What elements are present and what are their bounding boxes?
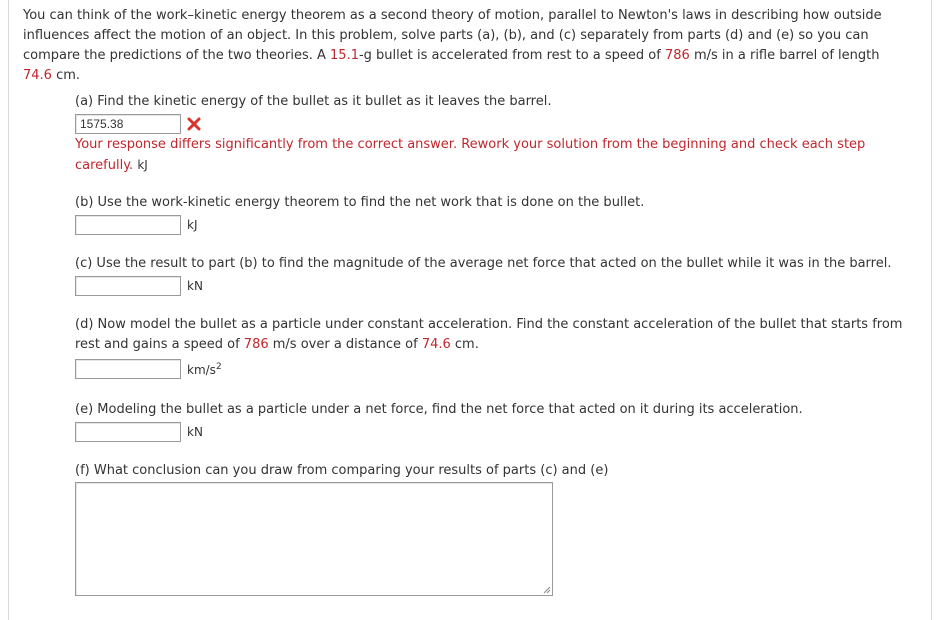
part-b-answer-input[interactable] <box>75 215 181 235</box>
part-e-question: (e) Modeling the bullet as a particle under a net force, find the net force that acted on it during its acceleration. <box>75 402 803 417</box>
bullet-speed-value: 786 <box>664 48 690 63</box>
part-e-answer-input[interactable] <box>75 422 181 442</box>
part-c <box>75 254 891 297</box>
part-b-unit: kJ <box>187 218 198 232</box>
part-f-question: (f) What conclusion can you draw from comparing your results of parts (c) and (e) <box>75 463 609 478</box>
part-c-unit: kN <box>187 279 203 293</box>
part-a-feedback: Your response differs significantly from the correct answer. Rework your solution from the beginning and check each step carefully. kJ <box>75 137 866 173</box>
part-e-unit: kN <box>187 425 203 439</box>
part-d-length-value: 74.6 <box>421 337 451 352</box>
part-b-question: (b) Use the work-kinetic energy theorem to find the net work that is done on the bullet. <box>75 195 645 210</box>
part-a-answer-input[interactable] <box>75 114 181 134</box>
part-e <box>75 400 803 443</box>
barrel-length-value: 74.6 <box>23 68 52 83</box>
part-f <box>75 461 608 481</box>
part-a <box>75 92 885 176</box>
problem-statement: You can think of the work–kinetic energy theorem as a second theory of motion, parallel to Newton's laws in describing how outside influences affect the motion of an object. In this problem, solve parts (a), (b), and (c) separately from parts (d) and (e) so you can compare the predictions of the two theories. A 15.1-g bullet is accelerated from rest to a speed of 786 m/s in a rifle barrel of length 74.6 cm. <box>23 8 882 83</box>
part-d <box>75 315 915 380</box>
part-d-question: (d) Now model the bullet as a particle under constant acceleration. Find the constant acceleration of the bullet that starts from rest and gains a speed of 786 m/s over a distance of 74.6 cm. <box>75 317 903 352</box>
bullet-mass-value: 15.1 <box>330 48 359 63</box>
part-d-speed-value: 786 <box>243 337 269 352</box>
resize-grip-icon[interactable] <box>541 584 551 594</box>
part-a-unit: kJ <box>137 158 148 172</box>
part-d-answer-input[interactable] <box>75 359 181 379</box>
part-c-question: (c) Use the result to part (b) to find the magnitude of the average net force that acted on the bullet while it was in the barrel. <box>75 256 892 271</box>
incorrect-x-icon <box>187 117 201 131</box>
part-f-answer-textarea[interactable] <box>75 482 553 596</box>
part-a-question: (a) Find the kinetic energy of the bullet as it bullet as it leaves the barrel. <box>75 94 552 109</box>
part-c-answer-input[interactable] <box>75 276 181 296</box>
part-d-unit: $km/s^2$ <box>187 361 222 377</box>
part-b <box>75 193 644 236</box>
